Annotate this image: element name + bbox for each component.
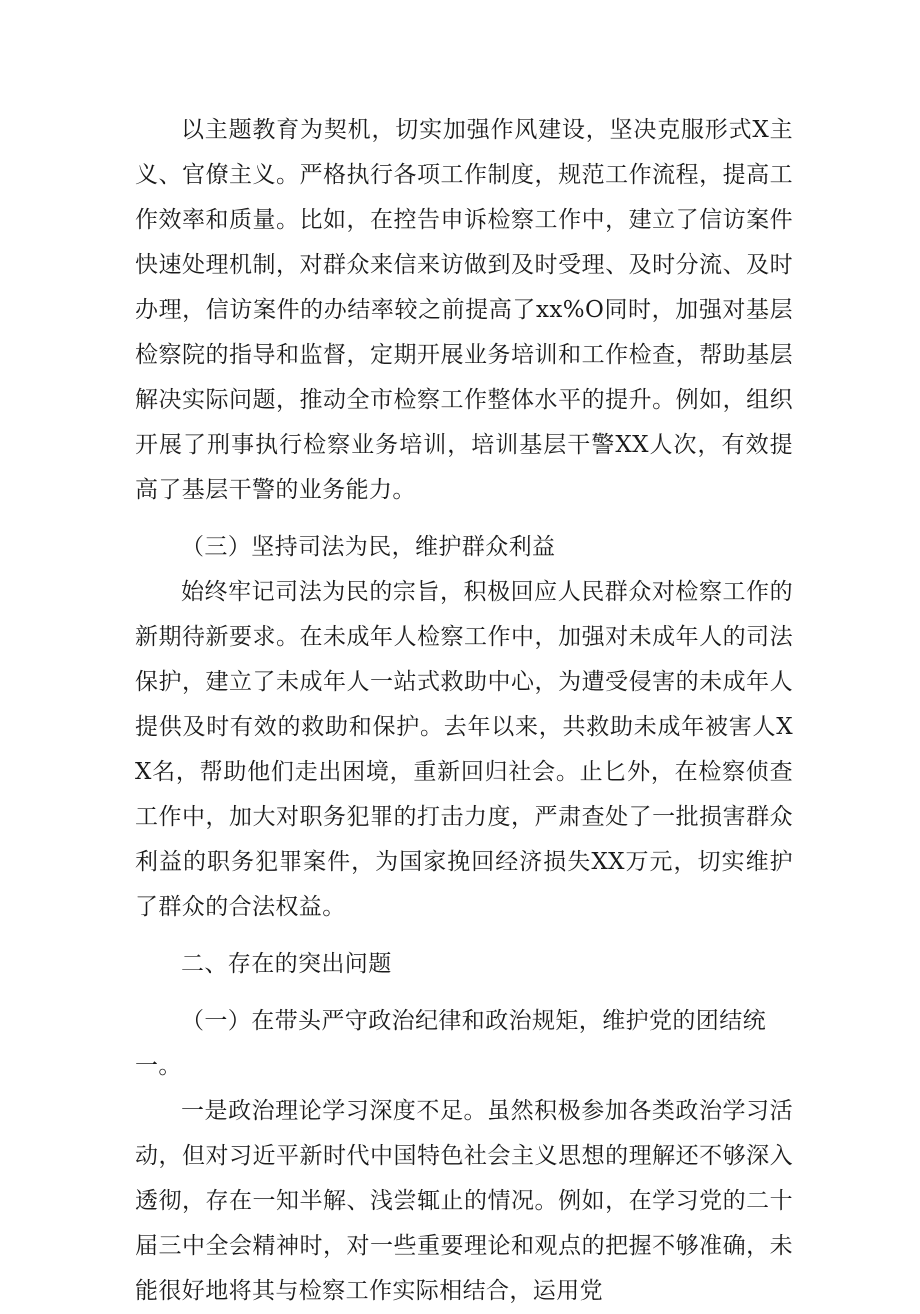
- subheading-political-discipline: （一）在带头严守政治纪律和政治规矩，维护党的团结统一。: [135, 1008, 766, 1079]
- subheading-serve-people: （三）坚持司法为民，维护群众利益: [181, 534, 556, 560]
- paragraph-serve-people: 始终牢记司法为民的宗旨，积极回应人民群众对检察工作的新期待新要求。在未成年人检察工作中，加强对未成年人的司法保护，建立了未成年人一站式救助中心，为遭受侵害的未成年人提供及时有效的救助和保护。去年以来，共救助未成年被害人XX名，帮助他们走出困境，重新回归社会。止匕外，在检察侦查工作中，加大对职务犯罪的打击力度，严肃查处了一批损害群众利益的职务犯罪案件，为国家挽回经济损失XX万元，切实维护了群众的合法权益。: [135, 579, 793, 920]
- paragraph-work-style: 以主题教育为契机，切实加强作风建设，坚决克服形式X主义、官僚主义。严格执行各项工作制度，规范工作流程，提高工作效率和质量。比如，在控告申诉检察工作中，建立了信访案件快速处理机制，对群众来信来访做到及时受理、及时分流、及时办理，信访案件的办结率较之前提高了xx%O同时，加强对基层检察院的指导和监督，定期开展业务培训和工作检查，帮助基层解决实际问题，推动全市检察工作整体水平的提升。例如，组织开展了刑事执行检察业务培训，培训基层干警XX人次，有效提高了基层干警的业务能力。: [135, 117, 793, 503]
- section-heading-problems: 二、存在的突出问题: [181, 951, 392, 977]
- paragraph-theory-study: 一是政治理论学习深度不足。虽然积极参加各类政治学习活动，但对习近平新时代中国特色社会主义思想的理解还不够深入透彻，存在一知半解、浅尝辄止的情况。例如，在学习党的二十届三中全会精神时，对一些重要理论和观点的把握不够准确，未能很好地将其与检察工作实际相结合，运用党: [135, 1098, 793, 1304]
- document-body: [135, 108, 793, 1314]
